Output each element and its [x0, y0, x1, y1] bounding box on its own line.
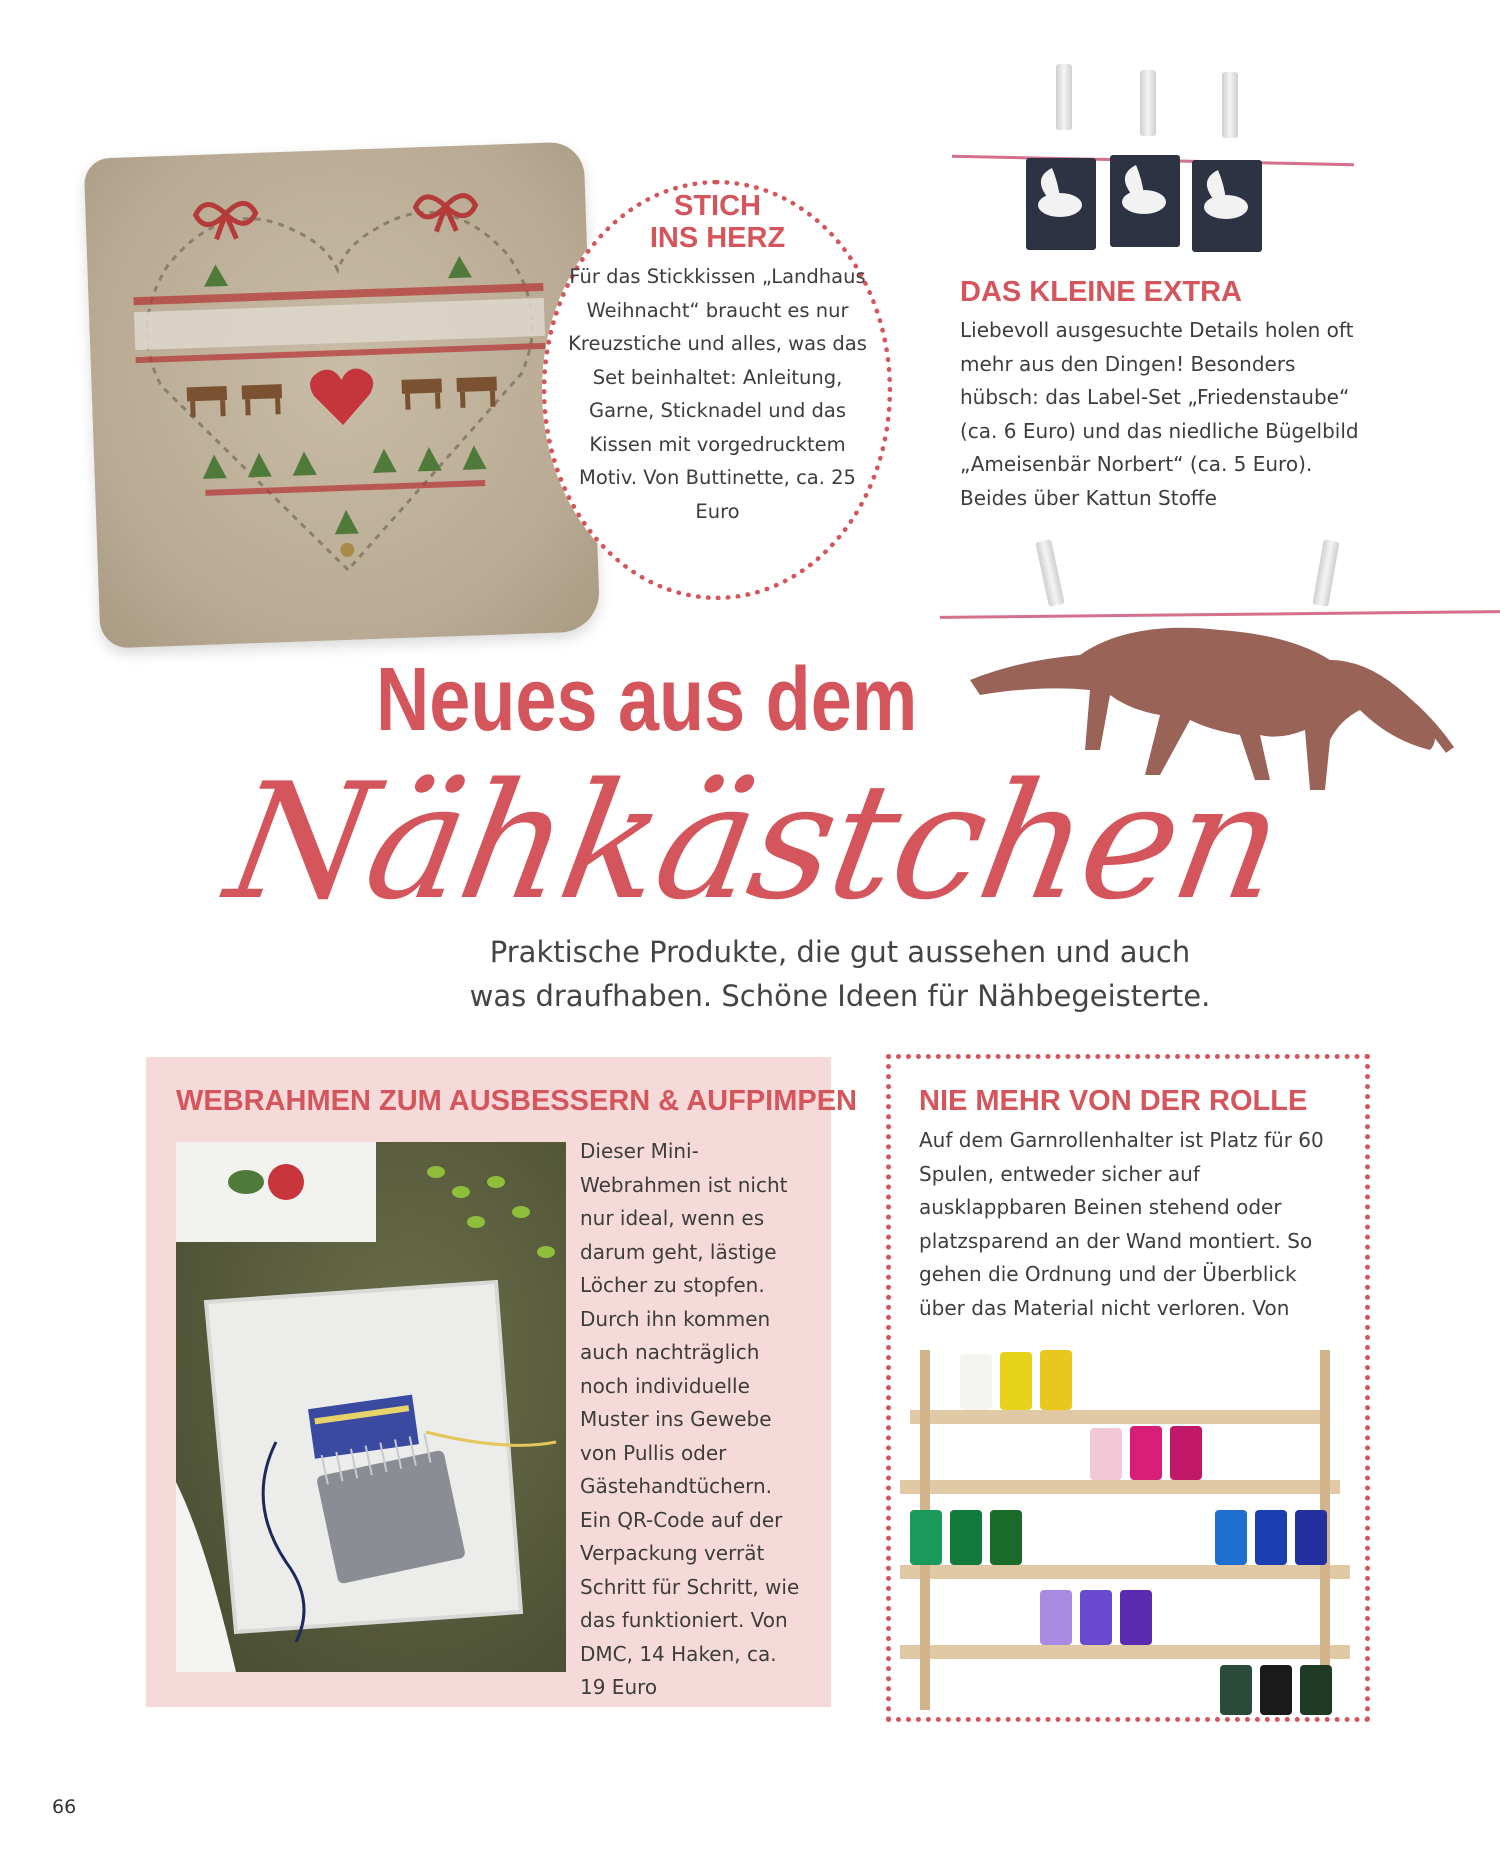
weaving-loom-photo	[176, 1142, 566, 1672]
stich-text: Für das Stickkissen „Landhaus Weihnacht“ braucht es nur Kreuzstiche und alles, was das Set beinhaltet: Anleitung, Garne, Sticknadel und das Kissen mit vorgedrucktem Motiv. Von Buttinette, ca. 25 Euro	[568, 265, 867, 523]
clothespin-4	[1035, 539, 1064, 607]
dove-icons	[1020, 150, 1340, 260]
thread-rack-photo	[900, 1330, 1360, 1715]
rolle-text: Auf dem Garnrollenhalter ist Platz für 60 Spulen, entweder sicher auf ausklappbaren Beinen stehend oder platzsparend an der Wand montiert. So gehen die Ordnung und der Überblick über das Material nicht verloren. Von	[919, 1128, 1324, 1320]
webrahmen-text: Dieser Mini-Webrahmen ist nicht nur ideal, wenn es darum geht, lästige Löcher zu stopfen. Durch ihn kommen auch nachträglich noch individuelle Muster ins Gewebe von Pullis oder Gästehandtüchern. Ein QR-Code auf der Verpackung verrät Schritt für Schritt, wie das funktioniert. Von DMC, 14 Haken, ca. 19 Euro	[580, 1139, 800, 1699]
stich-title-line2: INS HERZ	[649, 222, 786, 254]
pillow-photo	[84, 141, 601, 648]
stich-title-line1: STICH	[674, 190, 761, 222]
intro-line1: Praktische Produkte, die gut aussehen und auch	[489, 935, 1191, 969]
clothespin-5	[1312, 539, 1339, 607]
clothespin-3	[1222, 72, 1238, 138]
headline-line1: Neues aus dem	[376, 650, 918, 750]
page-number: 66	[52, 1796, 77, 1818]
stich-ins-herz-block	[560, 190, 875, 528]
extra-title: DAS KLEINE EXTRA	[960, 276, 1242, 308]
rolle-title: NIE MEHR VON DER ROLLE	[919, 1085, 1308, 1117]
intro-line2: was draufhaben. Schöne Ideen für Nähbegeisterte.	[469, 979, 1211, 1013]
clothespin-2	[1140, 70, 1156, 136]
extra-text: Liebevoll ausgesuchte Details holen oft mehr aus den Dingen! Besonders hübsch: das Label-Set „Friedenstaube“ (ca. 6 Euro) und das niedliche Bügelbild „Ameisenbär Norbert“ (ca. 5 Euro). Beides über Kattun Stoffe	[960, 318, 1359, 510]
headline-intro	[440, 930, 1240, 1018]
clothespin-1	[1056, 64, 1072, 130]
headline-script: Nähkästchen	[215, 748, 1295, 935]
webrahmen-title: WEBRAHMEN ZUM AUSBESSERN & AUFPIMPEN	[176, 1085, 857, 1117]
embroidery-heart-motif	[84, 141, 601, 648]
